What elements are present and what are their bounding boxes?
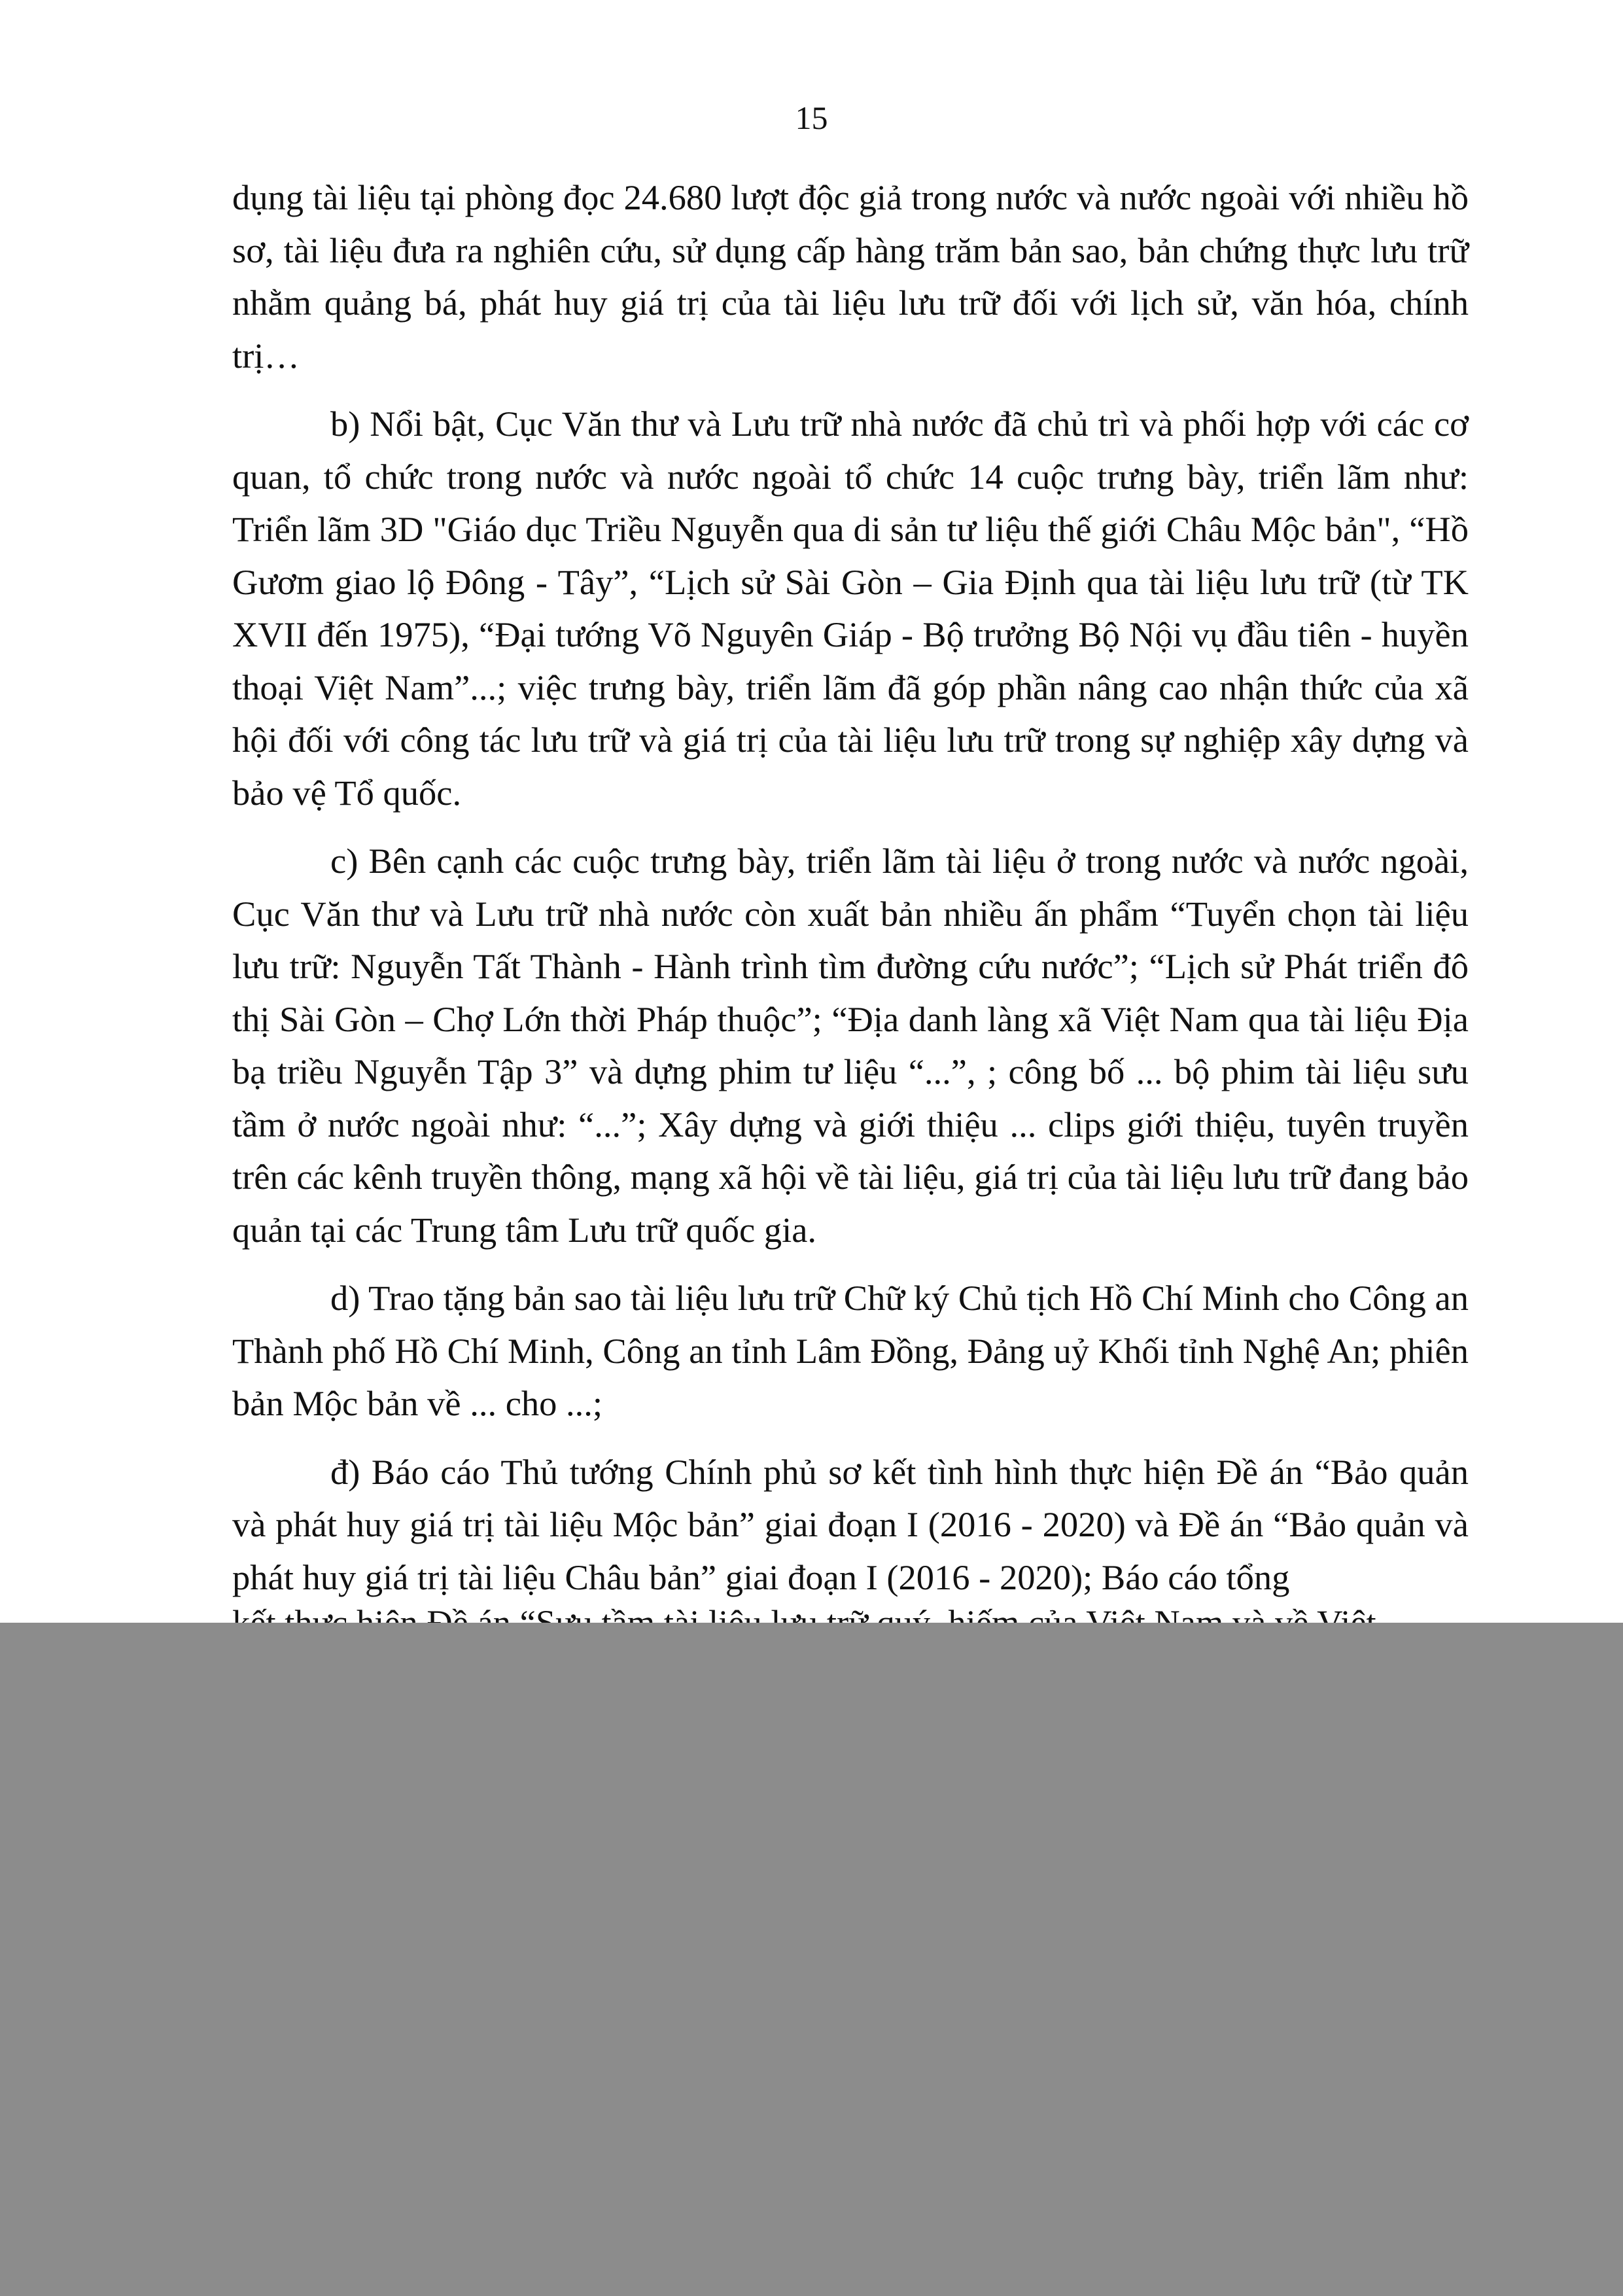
page-number: 15 bbox=[795, 99, 828, 136]
paragraph-c: c) Bên cạnh các cuộc trưng bày, triển lãm tài liệu ở trong nước và nước ngoài, Cục Văn thư và Lưu trữ nhà nước còn xuất bản nhiều ấn phẩm “Tuyển chọn tài liệu lưu trữ: Nguyễn Tất Thành - Hành trình tìm đường cứu nước”; “Lịch sử Phát triển đô thị Sài Gòn – Chợ Lớn thời Pháp thuộc”; “Địa danh làng xã Việt Nam qua tài liệu Địa bạ triều Nguyễn Tập 3” và dựng phim tư liệu “...”, ; công bố ... bộ phim tài liệu sưu tầm ở nước ngoài như: “...”; Xây dựng và giới thiệu ... clips giới thiệu, tuyên truyền trên các kênh truyền thông, mạng xã hội về tài liệu, giá trị của tài liệu lưu trữ đang bảo quản tại các Trung tâm Lưu trữ quốc gia. bbox=[232, 841, 1469, 1250]
redaction-overlay bbox=[0, 1623, 1623, 2296]
paragraph-continuation: dụng tài liệu tại phòng đọc 24.680 lượt độc giả trong nước và nước ngoài với nhiều hồ sơ, tài liệu đưa ra nghiên cứu, sử dụng cấp hàng trăm bản sao, bản chứng thực lưu trữ nhằm quảng bá, phát huy giá trị của tài liệu lưu trữ đối với lịch sử, văn hóa, chính trị… bbox=[232, 177, 1469, 376]
paragraph-b: b) Nổi bật, Cục Văn thư và Lưu trữ nhà nước đã chủ trì và phối hợp với các cơ quan, tổ chức trong nước và nước ngoài tổ chức 14 cuộc trưng bày, triển lãm như: Triển lãm 3D "Giáo dục Triều Nguyễn qua di sản tư liệu thế giới Châu Mộc bản", “Hồ Gươm giao lộ Đông - Tây”, “Lịch sử Sài Gòn – Gia Định qua tài liệu lưu trữ (từ TK XVII đến 1975), “Đại tướng Võ Nguyên Giáp - Bộ trưởng Bộ Nội vụ đầu tiên - huyền thoại Việt Nam”...; việc trưng bày, triển lãm đã góp phần nâng cao nhận thức của xã hội đối với công tác lưu trữ và giá trị của tài liệu lưu trữ trong sự nghiệp xây dựng và bảo vệ Tổ quốc. bbox=[232, 404, 1469, 813]
document-body bbox=[232, 171, 1469, 1619]
paragraph-dd: đ) Báo cáo Thủ tướng Chính phủ sơ kết tình hình thực hiện Đề án “Bảo quản và phát huy giá trị tài liệu Mộc bản” giai đoạn I (2016 - 2020) và Đề án “Bảo quản và phát huy giá trị tài liệu Châu bản” giai đoạn I (2016 - 2020); Báo cáo tổng bbox=[232, 1451, 1469, 1597]
paragraph-d: d) Trao tặng bản sao tài liệu lưu trữ Chữ ký Chủ tịch Hồ Chí Minh cho Công an Thành phố Hồ Chí Minh, Công an tỉnh Lâm Đồng, Đảng uỷ Khối tỉnh Nghệ An; phiên bản Mộc bản về ... cho ...; bbox=[232, 1278, 1469, 1423]
